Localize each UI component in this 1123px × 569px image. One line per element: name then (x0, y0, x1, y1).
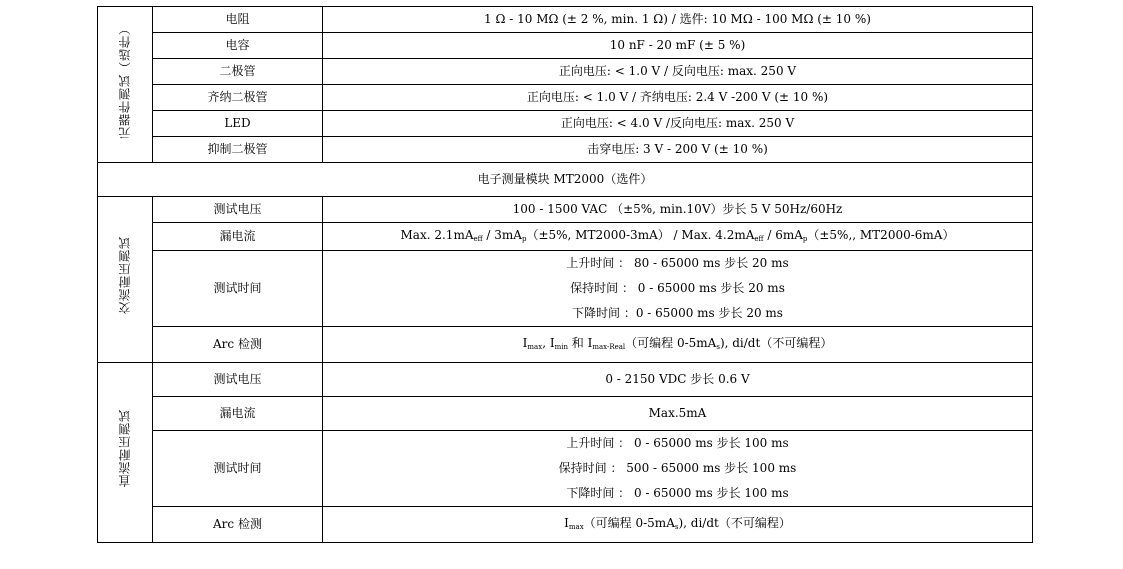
value-subscript: eff (473, 235, 483, 243)
row-value: Max.5mA (323, 397, 1033, 431)
time-line: 保持时间 ： 0 - 65000 ms 步长 20 ms (570, 281, 785, 295)
time-line: 上升时间 ： 80 - 65000 ms 步长 20 ms (566, 256, 789, 270)
row-label: Arc 检测 (153, 327, 323, 363)
value-text: I (564, 516, 569, 530)
time-line: 下降时间 ： 0 - 65000 ms 步长 100 ms (566, 486, 789, 500)
table-row (98, 197, 1033, 223)
table-row (98, 59, 1033, 85)
value-text: ), di/dt（不可编程） (719, 336, 833, 350)
value-text: （±5%,, MT2000-6mA） (807, 228, 955, 242)
row-value: 100 - 1500 VAC （±5%, min.10V）步长 5 V 50Hz/60Hz (323, 197, 1033, 223)
value-text: （可编程 0-5mA (625, 336, 717, 350)
row-value: 0 - 2150 VDC 步长 0.6 V (323, 363, 1033, 397)
spec-table (97, 6, 1033, 543)
table-row (98, 431, 1033, 507)
row-value (323, 223, 1033, 251)
row-value-multiline (323, 251, 1033, 327)
row-label: 电容 (153, 33, 323, 59)
group-label-text: 直流耐压测试 (118, 409, 132, 487)
group-label-dc (98, 363, 153, 543)
row-label: 测试时间 (153, 251, 323, 327)
value-subscript: s (674, 523, 679, 531)
row-value: 正向电压: < 4.0 V /反向电压: max. 250 V (323, 111, 1033, 137)
table-row (98, 163, 1033, 197)
group-label-text: 交流耐压测试 (118, 236, 132, 314)
row-value: 击穿电压: 3 V - 200 V (± 10 %) (323, 137, 1033, 163)
value-text: ), di/dt（不可编程） (678, 516, 791, 530)
row-label: 测试电压 (153, 363, 323, 397)
table-row (98, 397, 1033, 431)
table-row (98, 327, 1033, 363)
row-value: 10 nF - 20 mF (± 5 %) (323, 33, 1033, 59)
row-value: 正向电压: < 1.0 V / 反向电压: max. 250 V (323, 59, 1033, 85)
value-subscript: max (527, 343, 543, 351)
table-row (98, 137, 1033, 163)
value-subscript: p (521, 235, 527, 243)
row-value: 1 Ω - 10 MΩ (± 2 %, min. 1 Ω) / 选件: 10 MΩ - 100 MΩ (± 10 %) (323, 7, 1033, 33)
row-label: 电阻 (153, 7, 323, 33)
row-value (323, 507, 1033, 543)
row-value (323, 327, 1033, 363)
table-row (98, 85, 1033, 111)
time-line: 保持时间 ： 500 - 65000 ms 步长 100 ms (558, 461, 797, 475)
group-label-components (98, 7, 153, 163)
table-row (98, 363, 1033, 397)
table-row (98, 251, 1033, 327)
row-label: 漏电流 (153, 397, 323, 431)
row-label: 测试时间 (153, 431, 323, 507)
row-label: Arc 检测 (153, 507, 323, 543)
module-header: 电子测量模块 MT2000（选件） (98, 163, 1033, 197)
value-subscript: max-Real (592, 343, 626, 351)
value-text: I (522, 336, 528, 350)
value-text: （±5%, MT2000-3mA） / Max. 4.2mA (526, 228, 755, 242)
row-label: 抑制二极管 (153, 137, 323, 163)
row-label: 测试电压 (153, 197, 323, 223)
row-label: 齐纳二极管 (153, 85, 323, 111)
time-line: 上升时间 ： 0 - 65000 ms 步长 100 ms (566, 436, 789, 450)
value-text: 和 I (567, 336, 593, 350)
value-subscript: s (716, 343, 720, 351)
table-row (98, 111, 1033, 137)
group-label-text: 元器件测试（选件） (118, 21, 132, 139)
value-text: （可编程 0-5mA (583, 516, 675, 530)
row-value-multiline (323, 431, 1033, 507)
value-text: / 6mA (763, 228, 803, 242)
table-row (98, 507, 1033, 543)
time-line: 下降时间 ：0 - 65000 ms 步长 20 ms (572, 306, 783, 320)
row-label: LED (153, 111, 323, 137)
row-label: 漏电流 (153, 223, 323, 251)
row-value: 正向电压: < 1.0 V / 齐纳电压: 2.4 V -200 V (± 10 %) (323, 85, 1033, 111)
table-row (98, 223, 1033, 251)
value-subscript: eff (754, 235, 764, 243)
value-text: , I (542, 336, 555, 350)
value-subscript: min (554, 343, 568, 351)
value-text: / 3mA (482, 228, 522, 242)
group-label-ac (98, 197, 153, 363)
value-subscript: max (568, 523, 584, 531)
table-row (98, 7, 1033, 33)
value-text: Max. 2.1mA (400, 228, 474, 242)
row-label: 二极管 (153, 59, 323, 85)
value-subscript: p (802, 235, 808, 243)
table-row (98, 33, 1033, 59)
